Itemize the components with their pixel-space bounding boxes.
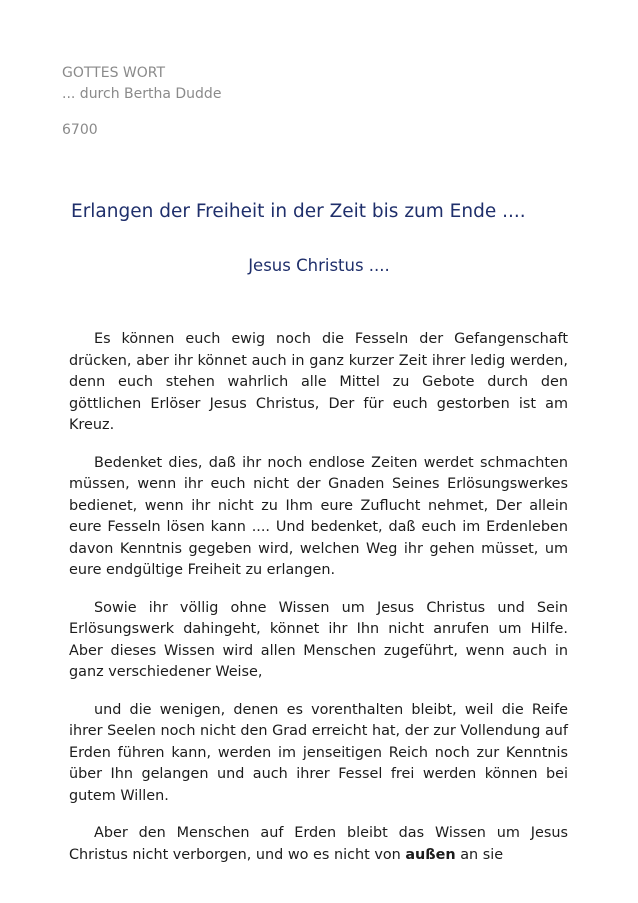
document-header [62,63,221,141]
series-title: GOTTES WORT [62,65,166,81]
emphasized-word: außen [405,846,456,863]
paragraph-1: Es können euch ewig noch die Fesseln der Gefangenschaft drücken, aber ihr könnet auch in ganz kurzer Zeit ihrer ledig werden, denn euch stehen wahrlich alle Mittel zu Gebote durch den göttlichen Erlöser Jesus Christus, Der für euch gestorben ist am Kreuz. [69,331,568,433]
paragraph-4: und die wenigen, denen es vorenthalten bleibt, weil die Reife ihrer Seelen noch nicht den Grad erreicht hat, der zur Vollendung auf Erden führen kann, werden im jenseitigen Reich noch zur Kenntnis über Ihn gelangen und auch ihrer Fessel frei werden können bei gutem Willen. [69,701,568,804]
page-title: Erlangen der Freiheit in der Zeit bis zum Ende .... [71,201,526,222]
paragraph-5 [69,823,568,866]
document-number: 6700 [62,122,98,138]
paragraph-2: Bedenket dies, daß ihr noch endlose Zeiten werdet schmachten müssen, wenn ihr euch nicht der Gnaden Seines Erlösungswerkes bedienet, wenn ihr nicht zu Ihm eure Zuflucht nehmet, Der allein eure Fesseln lösen kann .... Und bedenket, daß euch im Erdenleben davon Kenntnis gegeben wird, welchen Weg ihr gehen müsset, um eure endgültige Freiheit zu erlangen. [69,454,568,578]
page-subtitle: Jesus Christus .... [248,256,390,275]
author-line: ... durch Bertha Dudde [62,86,222,102]
paragraph-3: Sowie ihr völlig ohne Wissen um Jesus Christus und Sein Erlösungswerk dahingeht, könnet ihr Ihn nicht anrufen um Hilfe. Aber dieses Wissen wird allen Menschen zugeführt, wenn auch in ganz verschiedener Weise, [69,599,568,680]
body-text [69,329,568,882]
paragraph-5-start: Aber den Menschen auf Erden bleibt das Wissen um Jesus Christus nicht verborgen, und wo es nicht von [69,825,568,863]
paragraph-5-end: an sie [455,846,504,863]
